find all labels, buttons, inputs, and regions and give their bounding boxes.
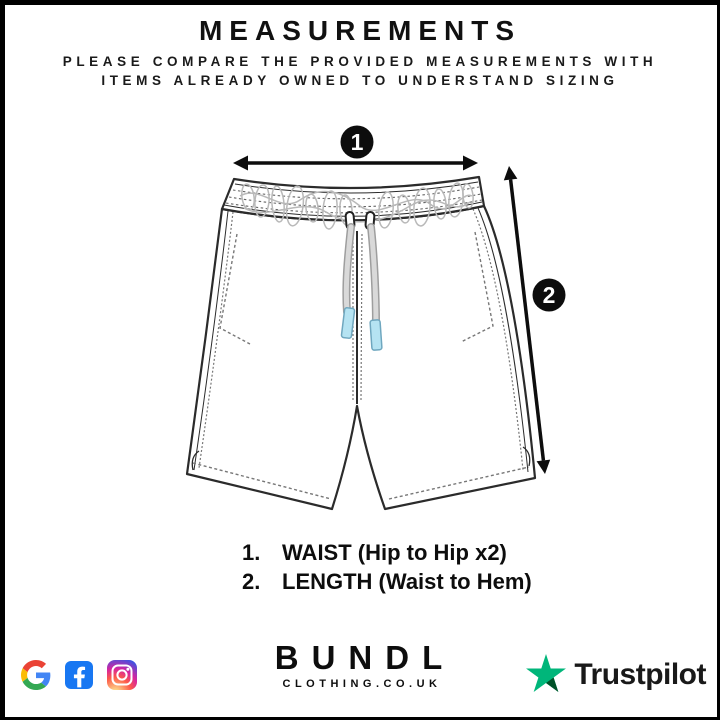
waist-badge: [341, 126, 374, 159]
shorts-drawing: [187, 177, 535, 509]
measurement-legend: [242, 538, 532, 596]
shorts-body: [187, 206, 535, 509]
legend-label: LENGTH (Waist to Hem): [282, 569, 532, 594]
legend-label: WAIST (Hip to Hip x2): [282, 540, 507, 565]
brand-name: BUNDL: [274, 639, 456, 676]
trustpilot-star-icon: [523, 652, 569, 698]
arrow-top-head: [504, 166, 518, 180]
subtitle: [0, 52, 720, 90]
arrow-left-head: [233, 156, 248, 171]
waist-badge-number: 1: [350, 129, 364, 155]
brand-domain: CLOTHING.CO.UK: [282, 678, 442, 690]
legend-item-waist: [242, 538, 532, 567]
legend-number: 2.: [242, 569, 261, 594]
shorts-measurement-diagram: [150, 118, 570, 520]
page-title: MEASUREMENTS: [198, 15, 521, 46]
subtitle-line-2: ITEMS ALREADY OWNED TO UNDERSTAND SIZING: [101, 73, 619, 88]
arrow-bottom-head: [537, 460, 551, 474]
legend-item-length: [242, 567, 532, 596]
trustpilot-logo: [523, 652, 706, 698]
header: [0, 16, 720, 90]
subtitle-line-1: PLEASE COMPARE THE PROVIDED MEASUREMENTS WITH: [62, 54, 658, 69]
arrow-right-head: [463, 156, 478, 171]
length-badge-number: 2: [542, 282, 556, 308]
trustpilot-wordmark: Trustpilot: [574, 658, 706, 691]
legend-number: 1.: [242, 540, 261, 565]
right-aglet: [370, 320, 382, 351]
length-badge: [533, 279, 566, 312]
